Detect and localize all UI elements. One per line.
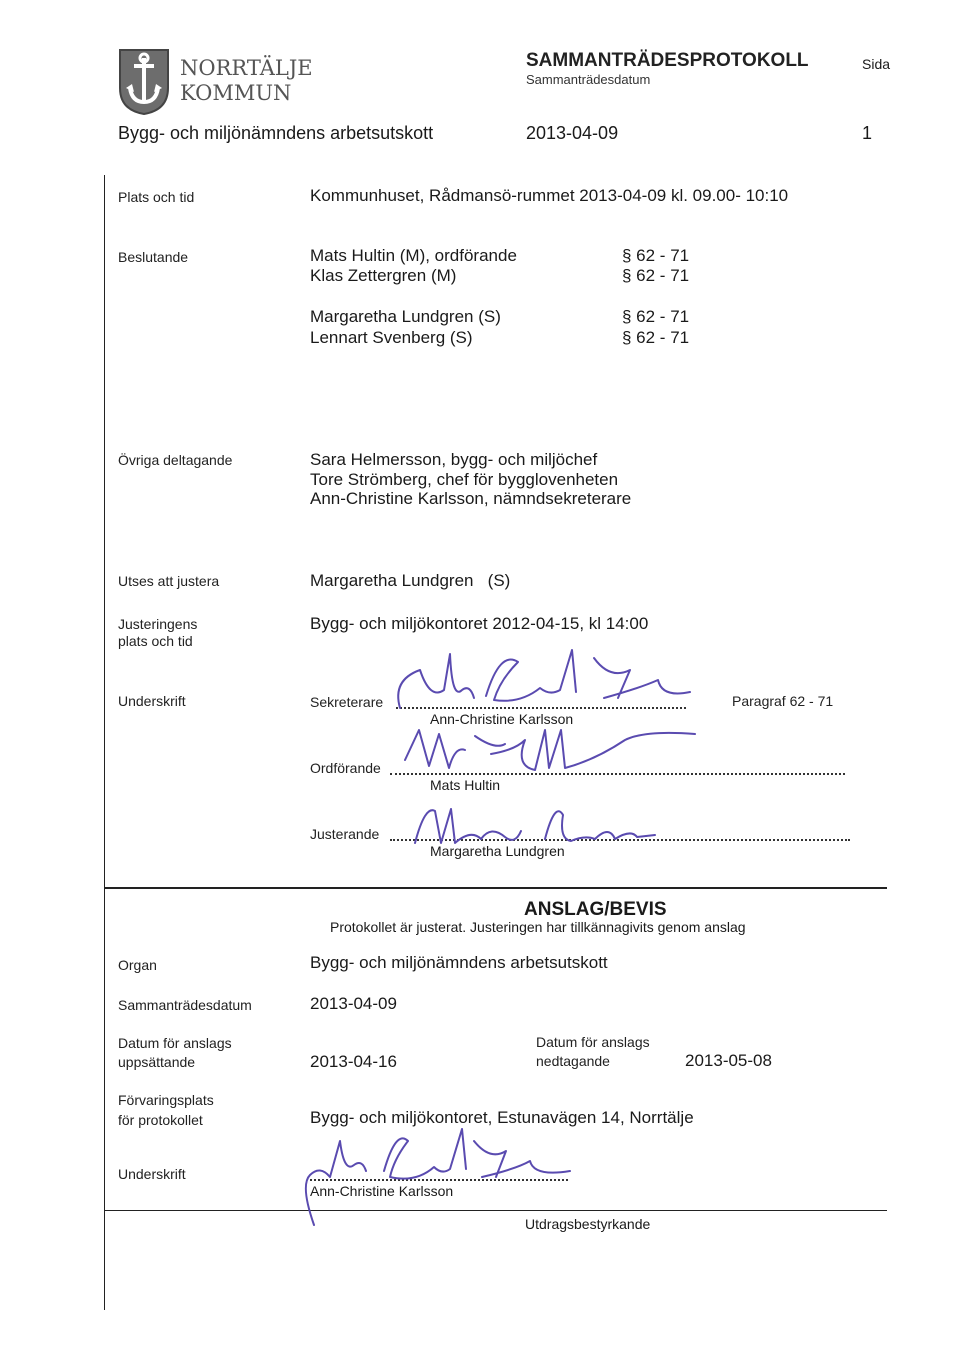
footer-label: Utdragsbestyrkande bbox=[525, 1216, 651, 1232]
logo bbox=[118, 48, 313, 116]
logo-text-line1: NORRTÄLJE bbox=[180, 56, 313, 80]
chair-name: Mats Hultin bbox=[430, 777, 501, 793]
storage-label: Förvaringsplats bbox=[118, 1092, 214, 1108]
posted-label: uppsättande bbox=[118, 1054, 196, 1070]
logo-text-line2: KOMMUN bbox=[180, 81, 292, 105]
secretary-name: Ann-Christine Karlsson bbox=[430, 711, 574, 727]
left-border bbox=[104, 175, 105, 1310]
secretary-signature bbox=[390, 640, 720, 720]
adjuster-name: Margaretha Lundgren bbox=[430, 843, 565, 859]
document-subtitle: Sammanträdesdatum bbox=[526, 72, 651, 87]
adjust-place-value: Bygg- och miljökontoret 2012-04-15, kl 14:00 bbox=[310, 614, 649, 633]
storage-label: för protokollet bbox=[118, 1112, 203, 1128]
decider-name: Klas Zettergren (M) bbox=[310, 266, 457, 285]
paragraph-range: Paragraf 62 - 71 bbox=[732, 693, 834, 709]
decider-name: Margaretha Lundgren (S) bbox=[310, 307, 501, 326]
adjuster-value: Margaretha Lundgren (S) bbox=[310, 571, 511, 590]
adjuster-role: Justerande bbox=[310, 826, 380, 842]
notice-signer-name: Ann-Christine Karlsson bbox=[310, 1183, 454, 1199]
meeting-date: 2013-04-09 bbox=[526, 123, 619, 143]
posted-value: 2013-04-16 bbox=[310, 1052, 397, 1071]
decider-paragraphs: § 62 - 71 bbox=[622, 328, 690, 347]
adjust-place-label: plats och tid bbox=[118, 633, 193, 649]
posted-label: Datum för anslags bbox=[118, 1035, 232, 1051]
section-divider bbox=[104, 887, 887, 889]
decider-paragraphs: § 62 - 71 bbox=[622, 266, 690, 285]
board-name: Bygg- och miljönämndens arbetsutskott bbox=[118, 123, 434, 143]
place-value: Kommunhuset, Rådmansö-rummet 2013-04-09 kl. 09.00- 10:10 bbox=[310, 186, 789, 205]
notice-subtitle: Protokollet är justerat. Justeringen har tillkännagivits genom anslag bbox=[330, 919, 746, 935]
other-participant: Sara Helmersson, bygg- och miljöchef bbox=[310, 450, 598, 469]
chair-signature bbox=[395, 710, 715, 780]
page-number: 1 bbox=[862, 123, 873, 143]
meeting-date-label: Sammanträdesdatum bbox=[118, 997, 252, 1013]
adjuster-label: Utses att justera bbox=[118, 573, 220, 589]
notice-title: ANSLAG/BEVIS bbox=[524, 899, 667, 920]
others-label: Övriga deltagande bbox=[118, 452, 233, 468]
signature-label: Underskrift bbox=[118, 693, 186, 709]
decider-name: Lennart Svenberg (S) bbox=[310, 328, 473, 347]
decider-paragraphs: § 62 - 71 bbox=[622, 307, 690, 326]
organ-label: Organ bbox=[118, 957, 157, 973]
storage-value: Bygg- och miljökontoret, Estunavägen 14, Norrtälje bbox=[310, 1108, 694, 1127]
removed-label: nedtagande bbox=[536, 1053, 610, 1069]
organ-value: Bygg- och miljönämndens arbetsutskott bbox=[310, 953, 608, 972]
other-participant: Tore Strömberg, chef för bygglovenheten bbox=[310, 470, 619, 489]
anchor-crest-icon bbox=[118, 48, 170, 116]
notice-signature-label: Underskrift bbox=[118, 1166, 186, 1182]
document-title: SAMMANTRÄDESPROTOKOLL bbox=[526, 50, 809, 71]
page-label: Sida bbox=[862, 56, 891, 72]
chair-role: Ordförande bbox=[310, 760, 381, 776]
adjust-place-label: Justeringens bbox=[118, 616, 198, 632]
removed-label: Datum för anslags bbox=[536, 1034, 650, 1050]
place-label: Plats och tid bbox=[118, 189, 195, 205]
secretary-role: Sekreterare bbox=[310, 694, 384, 710]
other-participant: Ann-Christine Karlsson, nämndsekreterare bbox=[310, 489, 632, 508]
decider-paragraphs: § 62 - 71 bbox=[622, 246, 690, 265]
deciders-label: Beslutande bbox=[118, 249, 189, 265]
adjuster-signature bbox=[395, 795, 695, 855]
removed-value: 2013-05-08 bbox=[685, 1051, 772, 1070]
meeting-date-value: 2013-04-09 bbox=[310, 994, 397, 1013]
decider-name: Mats Hultin (M), ordförande bbox=[310, 246, 517, 265]
